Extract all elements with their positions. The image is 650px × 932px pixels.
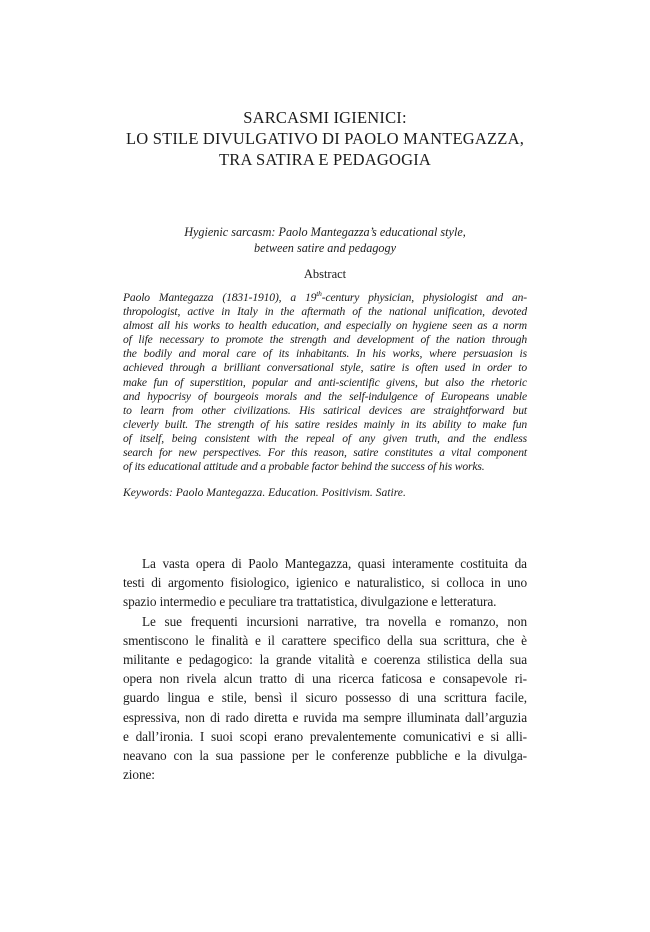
abstract-line	[123, 291, 527, 305]
body-line: opera non rivela alcun tratto di una ricerca faticosa e consapevole ri-	[123, 671, 527, 687]
title-line: LO STILE DIVULGATIVO DI PAOLO MANTEGAZZA,	[125, 129, 525, 148]
title-line: TRA SATIRA E PEDAGOGIA	[218, 150, 432, 169]
body-line: guardo lingua e stile, bensì il sicuro possesso di una scrittura facile,	[123, 690, 527, 706]
abstract-line-end: -century physician, physiologist and an-	[321, 291, 528, 304]
abstract-line: cleverly built. The strength of his satire resides mainly in its ability to make fun	[123, 417, 527, 431]
abstract-line: thropologist, active in Italy in the aftermath of the national unification, devoted	[123, 305, 527, 319]
abstract-line: almost all his works to health education, and especially on hygiene seen as a norm	[123, 319, 527, 333]
body-line: spazio intermedio e peculiare tra trattatistica, divulgazione e letteratura.	[123, 594, 497, 610]
keywords: Keywords: Paolo Mantegazza. Education. Positivism. Satire.	[123, 486, 406, 499]
abstract-line: of life necessary to promote the strength and development of the nation through	[123, 333, 527, 347]
body-line: militante e pedagogico: la grande vitalità e coerenza stilistica della sua	[123, 652, 527, 668]
body-line: neavano con la sua passione per le conferenze pubbliche e la divulga-	[123, 748, 527, 764]
abstract-heading: Abstract	[303, 267, 347, 281]
article-title	[60, 107, 590, 170]
body-line: La vasta opera di Paolo Mantegazza, quasi interamente costituita da	[142, 556, 527, 571]
body-text	[123, 554, 527, 784]
title-line: SARCASMI IGIENICI:	[243, 108, 407, 127]
superscript: th	[316, 289, 322, 299]
abstract-line: of itself, being consistent with the repeal of any given truth, and the endless	[123, 431, 527, 445]
body-line: smentiscono le finalità e il carattere specifico della sua scrittura, che è	[123, 632, 527, 648]
abstract-line: to learn from other civilizations. His satirical devices are straightforward but	[123, 403, 527, 417]
abstract-line: achieved through a brilliant conversational style, satire is often used in order to	[123, 361, 527, 375]
abstract-line: the bodily and moral care of its inhabitants. In his works, where persuasion is	[123, 347, 527, 361]
body-line: Le sue frequenti incursioni narrative, tra novella e romanzo, non	[142, 613, 527, 629]
abstract-line: search for new perspectives. For this reason, satire constitutes a vital component	[123, 446, 527, 460]
abstract-line: make fun of superstition, popular and anti-scientific givens, but also the rhetoric	[123, 375, 527, 389]
body-line: e dall’ironia. I suoi scopi erano prevalentemente comunicativi e si alli-	[123, 728, 527, 744]
abstract-line: and hypocrisy of bourgeois morals and the self-indulgence of Europeans unable	[123, 389, 527, 403]
subtitle-line: Hygienic sarcasm: Paolo Mantegazza’s educational style,	[184, 225, 466, 239]
body-line: testi di argomento fisiologico, igienico e naturalistico, si colloca in uno	[123, 575, 527, 591]
abstract-line: of its educational attitude and a probable factor behind the success of his works.	[123, 460, 485, 474]
abstract-text	[123, 291, 527, 474]
body-line: zione:	[123, 767, 155, 783]
body-line: espressiva, non di rado diretta e ruvida ma sempre illuminata dall’arguzia	[123, 709, 527, 725]
abstract-line-start: Paolo Mantegazza (1831-1910), a 19	[123, 291, 317, 304]
subtitle-line: between satire and pedagogy	[253, 240, 397, 255]
english-subtitle	[60, 225, 590, 256]
